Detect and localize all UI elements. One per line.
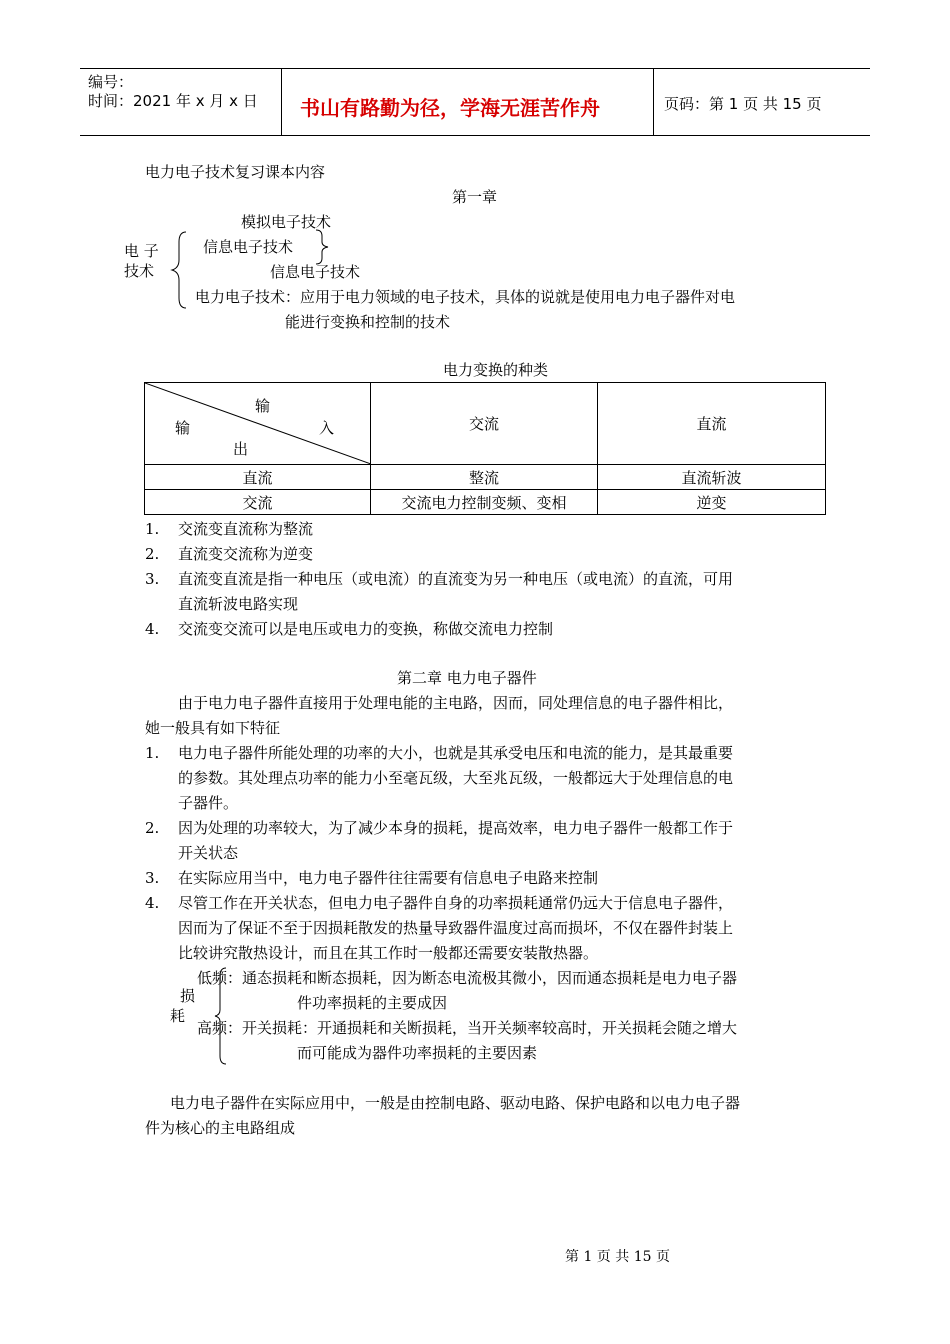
list2-line: 因为处理的功率较大，为了减少本身的损耗，提高效率，电力电子器件一般都工作于 — [178, 819, 734, 837]
list2-line: 子器件。 — [178, 794, 239, 812]
list2-line: 比较讲究散热设计，而且在其工作时一般都还需要安装散热器。 — [178, 944, 599, 962]
list2-line: 电力电子器件所能处理的功率的大小，也就是其承受电压和电流的能力，是其最重要 — [178, 744, 734, 762]
row-label: 直流 — [145, 465, 371, 490]
list1-item: 直流变交流称为逆变 — [178, 545, 314, 563]
list1-num: 2. — [145, 545, 160, 563]
list2-num: 3. — [145, 869, 160, 887]
column-header-ac: 交流 — [371, 383, 598, 465]
header-output-char2: 出 — [233, 440, 249, 458]
loss-high-line1: 高频：开关损耗：开通损耗和关断损耗，当开关频率较高时，开关损耗会随之增大 — [197, 1019, 738, 1037]
list2-line: 在实际应用当中，电力电子器件往往需要有信息电子电路来控制 — [178, 869, 599, 887]
table-cell: 直流斩波 — [598, 465, 826, 490]
doc-number-label: 编号： — [88, 73, 134, 91]
loss-high-line2: 而可能成为器件功率损耗的主要因素 — [297, 1044, 538, 1062]
tree-root-line1: 电 子 — [124, 242, 159, 260]
diagonal-header-cell — [145, 383, 371, 465]
list1-item: 交流变交流可以是电压或电力的变换，称做交流电力控制 — [178, 620, 554, 638]
left-brace-icon — [170, 230, 190, 310]
table-cell: 交流电力控制变频、变相 — [371, 490, 598, 515]
row-label: 交流 — [145, 490, 371, 515]
page-number-label: 页码：第 1 页 共 15 页 — [664, 95, 822, 113]
list1-item-cont: 直流斩波电路实现 — [178, 595, 299, 613]
list2-line: 因而为了保证不至于因损耗散发的热量导致器件温度过高而损坏，不仅在器件封装上 — [178, 919, 734, 937]
tree-root-line2: 技术 — [124, 262, 155, 280]
table-row — [145, 465, 826, 490]
chapter-2-heading: 第二章 电力电子器件 — [397, 669, 537, 687]
list2-num: 2. — [145, 819, 160, 837]
doc-time-label: 时间：2021 年 x 月 x 日 — [88, 92, 258, 110]
table-row — [145, 490, 826, 515]
list2-num: 1. — [145, 744, 160, 762]
tree-analog: 模拟电子技术 — [241, 213, 332, 231]
list1-num: 3. — [145, 570, 160, 588]
conversion-table — [144, 382, 826, 515]
closing-line2: 件为核心的主电路组成 — [145, 1119, 296, 1137]
document-title: 电力电子技术复习课本内容 — [145, 163, 326, 181]
list2-num: 4. — [145, 894, 160, 912]
header-output-char: 输 — [175, 419, 191, 437]
list1-num: 4. — [145, 620, 160, 638]
list1-num: 1. — [145, 520, 160, 538]
loss-label-char1: 损 — [180, 987, 196, 1005]
tree-info-mid: 信息电子技术 — [203, 238, 294, 256]
right-brace-icon — [314, 228, 332, 266]
list1-item: 交流变直流称为整流 — [178, 520, 314, 538]
tree-digital: 信息电子技术 — [270, 263, 361, 281]
footer-page-number: 第 1 页 共 15 页 — [565, 1249, 670, 1265]
chapter-1-heading: 第一章 — [452, 188, 498, 206]
column-header-dc: 直流 — [598, 383, 826, 465]
list1-item: 直流变直流是指一种电压（或电流）的直流变为另一种电压（或电流）的直流，可用 — [178, 570, 734, 588]
header-input-char2: 入 — [319, 419, 335, 437]
list2-line: 的参数。其处理点功率的能力小至毫瓦级，大至兆瓦级，一般都远大于处理信息的电 — [178, 769, 734, 787]
loss-low-line1: 低频：通态损耗和断态损耗，因为断态电流极其微小，因而通态损耗是电力电子器 — [197, 969, 738, 987]
list2-line: 尽管工作在开关状态，但电力电子器件自身的功率损耗通常仍远大于信息电子器件， — [178, 894, 734, 912]
intro-line1: 由于电力电子器件直接用于处理电能的主电路，因而，同处理信息的电子器件相比， — [178, 694, 734, 712]
header-motto: 书山有路勤为径，学海无涯苦作舟 — [300, 96, 600, 120]
closing-line1: 电力电子器件在实际应用中，一般是由控制电路、驱动电路、保护电路和以电力电子器 — [170, 1094, 741, 1112]
table-cell: 整流 — [371, 465, 598, 490]
table-cell: 逆变 — [598, 490, 826, 515]
table-title: 电力变换的种类 — [443, 361, 549, 379]
list2-line: 开关状态 — [178, 844, 239, 862]
tree-power-line1: 电力电子技术：应用于电力领域的电子技术，具体的说就是使用电力电子器件对电 — [195, 288, 736, 306]
intro-line2: 她一般具有如下特征 — [145, 719, 281, 737]
loss-label-char2: 耗 — [170, 1007, 186, 1025]
loss-low-line2: 件功率损耗的主要成因 — [297, 994, 448, 1012]
header-input-char: 输 — [255, 397, 271, 415]
tree-power-line2: 能进行变换和控制的技术 — [285, 313, 451, 331]
